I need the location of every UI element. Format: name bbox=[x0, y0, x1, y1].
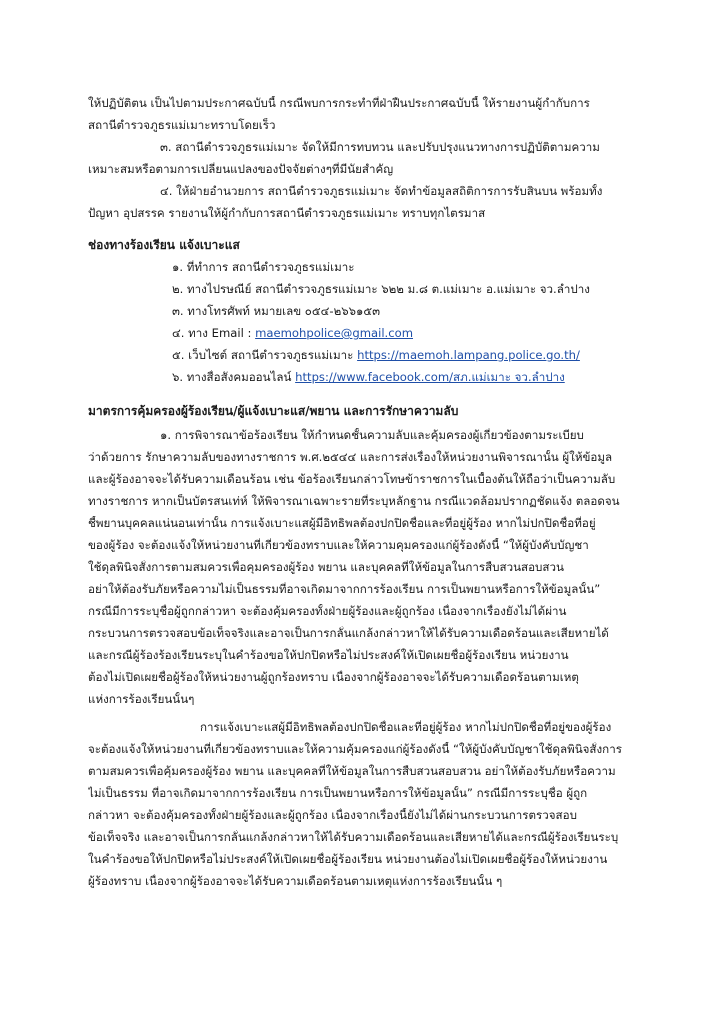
body-line: ๓. สถานีตำรวจภูธรแม่เมาะ จัดให้มีการทบทวน และปรับปรุงแนวทางการปฏิบัติตามความ bbox=[160, 140, 600, 154]
channel-item-website bbox=[172, 348, 688, 362]
body-line: และกรณีผู้ร้องร้องเรียนระบุในคำร้องขอให้ปกปิดหรือไม่ประสงค์ให้เปิดเผยชื่อผู้ร้องเรียน หน่วยงาน bbox=[88, 648, 569, 662]
facebook-link[interactable]: https://www.facebook.com/สภ.แม่เมาะ จว.ลำปาง bbox=[295, 370, 565, 384]
section-heading-protection: มาตรการคุ้มครองผู้ร้องเรียน/ผู้แจ้งเบาะแส/พยาน และการรักษาความลับ bbox=[88, 404, 459, 418]
channel-item-post: ๒. ทางไปรษณีย์ สถานีตำรวจภูธรแม่เมาะ ๖๒๒ ม.๘ ต.แม่เมาะ อ.แม่เมาะ จว.ลำปาง bbox=[172, 282, 590, 296]
body-line: ผู้ร้องทราบ เนื่องจากผู้ร้องอาจจะได้รับความเดือดร้อนตามเหตุแห่งการร้องเรียนนั้น ๆ bbox=[88, 874, 503, 888]
body-line: ทางราชการ หากเป็นบัตรสนเท่ห์ ให้พิจารณาเฉพาะรายที่ระบุหลักฐาน กรณีแวดล้อมปรากฏชัดแจ้ง ตลอดจน bbox=[88, 494, 620, 508]
body-line: ชี้พยานบุคคลแน่นอนเท่านั้น การแจ้งเบาะแสผู้มีอิทธิพลต้องปกปิดชื่อและที่อยู่ผู้ร้อง หากไม่ปกปิดชื่อที่อยู่ bbox=[88, 516, 596, 530]
channel-label: ๕. เว็บไซต์ สถานีตำรวจภูธรแม่เมาะ bbox=[172, 348, 358, 362]
body-line: ๑. การพิจารณาข้อร้องเรียน ให้กำหนดชั้นความลับและคุ้มครองผู้เกี่ยวข้องตามระเบียบ bbox=[160, 428, 584, 442]
body-line: การแจ้งเบาะแสผู้มีอิทธิพลต้องปกปิดชื่อและที่อยู่ผู้ร้อง หากไม่ปกปิดชื่อที่อยู่ของผู้ร้อง bbox=[200, 720, 612, 734]
channel-item-social bbox=[172, 370, 688, 384]
body-line: กรณีมีการระบุชื่อผู้ถูกกล่าวหา จะต้องคุ้มครองทั้งฝ่ายผู้ร้องและผู้ถูกร้อง เนื่องจากเรื่องยังไม่ได้ผ่าน bbox=[88, 604, 567, 618]
section-heading-channels: ช่องทางร้องเรียน แจ้งเบาะแส bbox=[88, 238, 240, 252]
body-line: ตามสมควรเพื่อคุ้มครองผู้ร้อง พยาน และบุคคลที่ให้ข้อมูลในการสืบสวนสอบสวน อย่าให้ต้องรับภัยหรือความ bbox=[88, 764, 616, 778]
channel-label: ๖. ทางสื่อสังคมออนไลน์ bbox=[172, 370, 296, 384]
body-line: เหมาะสมหรือตามการเปลี่ยนแปลงของปัจจัยต่างๆที่มีนัยสำคัญ bbox=[88, 162, 394, 176]
body-line: กล่าวหา จะต้องคุ้มครองทั้งฝ่ายผู้ร้องและผู้ถูกร้อง เนื่องจากเรื่องนี้ยังไม่ได้ผ่านกระบวนการตรวจสอบ bbox=[88, 808, 577, 822]
body-line: ต้องไม่เปิดเผยชื่อผู้ร้องให้หน่วยงานผู้ถูกร้องทราบ เนื่องจากผู้ร้องอาจจะได้รับความเดือดร้อนตามเหตุ bbox=[88, 670, 579, 684]
body-line: ปัญหา อุปสรรค รายงานให้ผู้กำกับการสถานีตำรวจภูธรแม่เมาะ ทราบทุกไตรมาส bbox=[88, 206, 486, 220]
body-line: ๔. ให้ฝ่ายอำนวยการ สถานีตำรวจภูธรแม่เมาะ จัดทำข้อมูลสถิติการการรับสินบน พร้อมทั้ง bbox=[160, 184, 603, 198]
channel-label: ๔. ทาง Email : bbox=[172, 326, 256, 340]
body-line: ในคำร้องขอให้ปกปิดหรือไม่ประสงค์ให้เปิดเผยชื่อผู้ร้องเรียน หน่วยงานต้องไม่เปิดเผยชื่อผู้ร้องให้หน่วยงาน bbox=[88, 852, 608, 866]
body-line: และผู้ร้องอาจจะได้รับความเดือนร้อน เช่น ข้อร้องเรียนกล่าวโทษข้าราชการในเบื้องต้นให้ถือว่าเป็นความลับ bbox=[88, 472, 616, 486]
body-line: สถานีตำรวจภูธรแม่เมาะทราบโดยเร็ว bbox=[88, 118, 276, 132]
website-link[interactable]: https://maemoh.lampang.police.go.th/ bbox=[357, 348, 580, 362]
body-line: กระบวนการตรวจสอบข้อเท็จจริงและอาจเป็นการกลั่นแกล้งกล่าวหาให้ได้รับความเดือดร้อนและเสียหายได้ bbox=[88, 626, 609, 640]
body-line: ของผู้ร้อง จะต้องแจ้งให้หน่วยงานที่เกี่ยวข้องทราบและให้ความคุมครองแก่ผู้ร้องดังนี้ “ให้ผู้บังคับบัญชา bbox=[88, 538, 589, 552]
body-line: จะต้องแจ้งให้หน่วยงานที่เกี่ยวข้องทราบและให้ความคุ้มครองแก่ผู้ร้องดังนี้ “ให้ผู้บังคับบัญชาใช้ดุลพินิจสั่งการ bbox=[88, 742, 622, 756]
body-line: ให้ปฏิบัติตน เป็นไปตามประกาศฉบับนี้ กรณีพบการกระทำที่ฝ่าฝืนประกาศฉบับนี้ ให้รายงานผู้กำกับการ bbox=[88, 96, 590, 110]
body-line: แห่งการร้องเรียนนั้นๆ bbox=[88, 692, 195, 706]
body-line: ว่าด้วยการ รักษาความลับของทางราชการ พ.ศ.๒๕๔๔ และการส่งเรื่องให้หน่วยงานพิจารณานั้น ผู้ให้ข้อมูล bbox=[88, 450, 613, 464]
channel-item-phone: ๓. ทางโทรศัพท์ หมายเลข ๐๕๔-๒๖๖๑๕๓ bbox=[172, 304, 381, 318]
body-line: ไม่เป็นธรรม ที่อาจเกิดมาจากการร้องเรียน การเป็นพยานหรือการให้ข้อมูลนั้น” กรณีมีการระบุชื่อ ผู้ถูก bbox=[88, 786, 588, 800]
body-line: ใช้ดุลพินิจสั่งการตามสมควรเพื่อคุมครองผู้ร้อง พยาน และบุคคลที่ให้ข้อมูลในการสืบสวนสอบสวน bbox=[88, 560, 564, 574]
body-line: ข้อเท็จจริง และอาจเป็นการกลั่นแกล้งกล่าวหาให้ได้รับความเดือดร้อนและเสียหายได้และกรณีผู้ร้องเรียนระบุ bbox=[88, 830, 619, 844]
email-link[interactable]: maemohpolice@gmail.com bbox=[255, 326, 414, 340]
body-line: อย่าให้ต้องรับภัยหรือความไม่เป็นธรรมที่อาจเกิดมาจากการร้องเรียน การเป็นพยานหรือการให้ข้อมูลนั้น” bbox=[88, 582, 601, 596]
channel-item-office: ๑. ที่ทำการ สถานีตำรวจภูธรแม่เมาะ bbox=[172, 260, 355, 274]
channel-item-email bbox=[172, 326, 688, 340]
